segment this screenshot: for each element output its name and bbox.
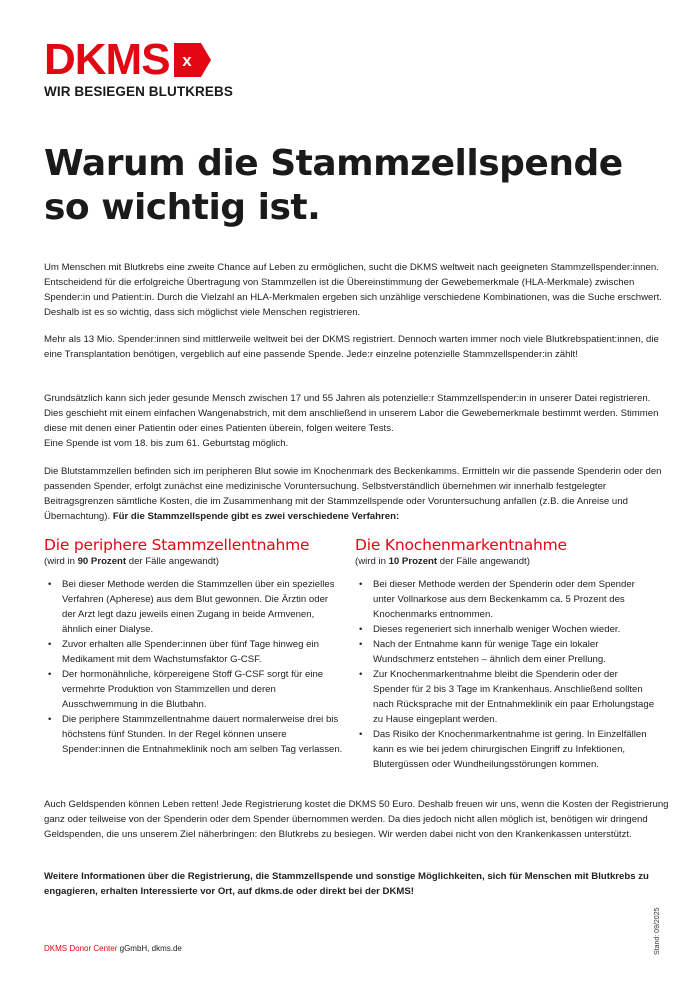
list-item: • Der hormonähnliche, körpereigene Stoff G-CSF sorgt für eine vermehrte Produktion von Stammzellen und deren Ausschwemmung in die Blutbahn. — [44, 667, 344, 712]
dkms-logo — [44, 35, 233, 100]
procedures-intro-text: Die Blutstammzellen befinden sich im peripheren Blut sowie im Knochenmark des Beckenkamms. Ermitteln wir die passende Spenderin oder den passenden Spender, erfolgt zunächst eine medizinische Voruntersuchung. Selbstverständlich übernehmen wir innerhalb festgelegter Beitragsgrenzen sämtliche Kosten, die im Zusammenhang mit der Stammzellspende oder Voruntersuchung anfallen (z.B. die Anreise und Übernachtung). — [44, 466, 662, 522]
bone-marrow-heading: Die Knochenmarkentnahme — [355, 536, 567, 554]
bone-marrow-bullet-list — [355, 577, 655, 772]
registered-donors-paragraph: Mehr als 13 Mio. Spender:innen sind mittlerweile weltweit bei der DKMS registriert. Dennoch warten immer noch viele Blutkrebspatient:innen, die eine Transplantation benötigen, vergeblich auf eine passende Spende. Jede:r einzelne potenzielle Stammzellspender:in zählt! — [44, 334, 659, 360]
title-line-1: Warum die Stammzellspende — [44, 143, 623, 184]
logo-wordmark — [44, 35, 233, 84]
title-line-2: so wichtig ist. — [44, 187, 321, 228]
procedures-intro-bold: Für die Stammzellspende gibt es zwei verschiedene Verfahren: — [112, 511, 400, 522]
footer-imprint — [44, 944, 182, 954]
logo-mark: x — [181, 51, 192, 70]
page-title — [44, 142, 664, 230]
procedures-intro-paragraph — [44, 464, 669, 524]
peripheral-subtitle: (wird in 90 Prozent der Fälle angewandt) — [44, 556, 219, 567]
registration-paragraph — [44, 391, 669, 451]
bone-marrow-subtitle: (wird in 10 Prozent der Fälle angewandt) — [355, 556, 530, 567]
list-item: • Bei dieser Methode werden der Spenderin oder dem Spender unter Vollnarkose aus dem Beckenkamm ca. 5 Prozent des Knochenmarks entnommen. — [355, 577, 655, 622]
peripheral-heading: Die periphere Stammzellentnahme — [44, 536, 310, 554]
footer-donor-center: Donor Center — [69, 944, 118, 953]
list-item: • Dieses regeneriert sich innerhalb weniger Wochen wieder. — [355, 622, 655, 637]
list-item: • Das Risiko der Knochenmarkentnahme ist gering. In Einzelfällen kann es wie bei jedem chirurgischen Eingriff zu Infektionen, Blutergüssen oder Wundheilungsstörungen kommen. — [355, 727, 655, 772]
logo-tagline: WIR BESIEGEN BLUTKREBS — [44, 84, 233, 99]
list-item: • Bei dieser Methode werden die Stammzellen über ein spezielles Verfahren (Apherese) aus dem Blut gewonnen. Die Ärztin oder der Arzt legt dazu jeweils einen Zugang in beide Armvenen, ähnlich einer Dialyse. — [44, 577, 344, 637]
list-item: • Nach der Entnahme kann für wenige Tage ein lokaler Wundschmerz entstehen – ähnlich dem einer Prellung. — [355, 637, 655, 667]
bone-marrow-section — [355, 536, 655, 772]
footer-brand: DKMS — [44, 944, 68, 953]
list-item: • Die periphere Stammzellentnahme dauert normalerweise drei bis höchstens fünf Stunden. In der Regel können unsere Spender:innen die Entnahmeklinik noch am selben Tag verlassen. — [44, 712, 344, 757]
logo-text: DKMS — [44, 35, 170, 84]
list-item: • Zur Knochenmarkentnahme bleibt die Spenderin oder der Spender für 2 bis 3 Tage im Krankenhaus. Anschließend sollten nach Rücksprache mit der Entnahmeklinik ein paar Erholungstage zu Hause eingeplant werden. — [355, 667, 655, 727]
list-item: • Zuvor erhalten alle Spender:innen über fünf Tage hinweg ein Medikament mit dem Wachstumsfaktor G-CSF. — [44, 637, 344, 667]
peripheral-collection-section — [44, 536, 344, 757]
logo-x-badge-icon — [174, 43, 211, 77]
footer-company: gGmbH, dkms.de — [117, 944, 182, 953]
peripheral-bullet-list — [44, 577, 344, 757]
more-info-paragraph: Weitere Informationen über die Registrierung, die Stammzellspende und sonstige Möglichkeiten, sich für Menschen mit Blutkrebs zu engagieren, erhalten Interessierte vor Ort, auf dkms.de oder direkt bei der DKMS! — [44, 871, 649, 897]
registration-text: Grundsätzlich kann sich jeder gesunde Mensch zwischen 17 und 55 Jahren als potenzielle:r Stammzellspender:in in unserer Datei registrieren. Dies geschieht mit einem einfachen Wangenabstrich, mit dem anschließend in unserem Labor die Gewebemerkmale bestimmt werden. Stimmen diese mit denen einer Patientin oder eines Patienten überein, folgen weitere Tests. — [44, 393, 659, 434]
stand-date: Stand: 09/2025 — [654, 907, 661, 955]
donation-paragraph: Auch Geldspenden können Leben retten! Jede Registrierung kostet die DKMS 50 Euro. Deshalb freuen wir uns, wenn die Kosten der Registrierung ganz oder teilweise von der Spenderin oder dem Spender übernommen werden. Da dies jedoch nicht allen möglich ist, benötigen wir dringend Geldspenden, die uns unserem Ziel näherbringen: den Blutkrebs zu besiegen. Wir werden dabei nicht von den Krankenkassen unterstützt. — [44, 799, 669, 840]
donation-age-text: Eine Spende ist vom 18. bis zum 61. Geburtstag möglich. — [44, 438, 289, 449]
intro-paragraph: Um Menschen mit Blutkrebs eine zweite Chance auf Leben zu ermöglichen, sucht die DKMS weltweit nach geeigneten Stammzellspender:innen. Entscheidend für die erfolgreiche Übertragung von Stammzellen ist die Übereinstimmung der Gewebemerkmale (HLA-Merkmale) zwischen Spender:in und Patient:in. Durch die Vielzahl an HLA-Merkmalen ergeben sich unzählige verschiedene Kombinationen, was die Suche erschwert. Deshalb ist es so wichtig, dass sich möglichst viele Menschen registrieren. — [44, 262, 662, 318]
